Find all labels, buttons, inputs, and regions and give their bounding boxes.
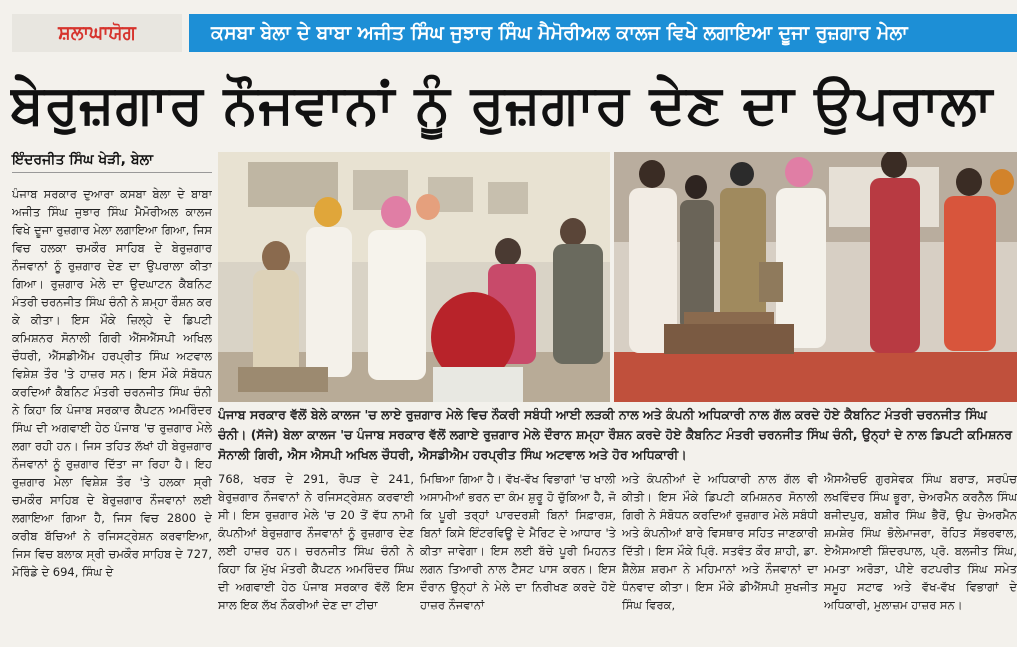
section-tag: ਸ਼ਲਾਘਾਯੋਗ: [12, 14, 182, 52]
photo-job-fair-hall: [218, 152, 610, 402]
byline-rule: [12, 172, 212, 173]
headline: ਬੇਰੁਜ਼ਗਾਰ ਨੌਜਵਾਨਾਂ ਨੂੰ ਰੁਜ਼ਗਾਰ ਦੇਣ ਦਾ ਉਪਰਾਲਾ: [10, 73, 994, 136]
photo-caption: ਪੰਜਾਬ ਸਰਕਾਰ ਵੱਲੋਂ ਬੇਲੇ ਕਾਲਜ 'ਚ ਲਾਏ ਰੁਜ਼ਗਾਰ ਮੇਲੇ ਵਿਚ ਨੌਕਰੀ ਸਬੰਧੀ ਆਈ ਲੜਕੀ ਨਾਲ ਅਤੇ ਕੰਪਨੀ ਅਧਿਕਾਰੀ ਨਾਲ ਗੱਲ ਕਰਦੇ ਹੋਏ ਕੈਬਨਿਟ ਮੰਤਰੀ ਚਰਨਜੀਤ ਸਿੰਘ ਚੰਨੀ। (ਸੱਜੇ) ਬੇਲਾ ਕਾਲਜ 'ਚ ਪੰਜਾਬ ਸਰਕਾਰ ਵੱਲੋਂ ਲਗਾਏ ਰੁਜ਼ਗਾਰ ਮੇਲੇ ਦੌਰਾਨ ਸ਼ਮ੍ਹਾ ਰੌਸ਼ਨ ਕਰਦੇ ਹੋਏ ਕੈਬਨਿਟ ਮੰਤਰੀ ਚਰਨਜੀਤ ਸਿੰਘ ਚੰਨੀ, ਉਨ੍ਹਾਂ ਦੇ ਨਾਲ ਡਿਪਟੀ ਕਮਿਸ਼ਨਰ ਸੋਨਾਲੀ ਗਿਰੀ, ਐਸ ਐਸਪੀ ਅਖਿਲ ਚੌਧਰੀ, ਐਸਡੀਐਮ ਹਰਪ੍ਰੀਤ ਸਿੰਘ ਅਟਵਾਲ ਅਤੇ ਹੋਰ ਅਧਿਕਾਰੀ।: [218, 407, 1013, 462]
body-column-2: 768, ਖਰੜ ਦੇ 291, ਰੋਪੜ ਦੇ 241, ਬੇਰੁਜ਼ਗਾਰ ਨੌਜਵਾਨਾਂ ਨੇ ਰਜਿਸਟ੍ਰੇਸ਼ਨ ਕਰਵਾਈ ਸੀ। ਇਸ ਰੁਜ਼ਗਾਰ ਮੇਲੇ 'ਚ 20 ਤੋਂ ਵੱਧ ਨਾਮੀ ਕੰਪਨੀਆਂ ਬੇਰੁਜ਼ਗਾਰ ਨੌਜਵਾਨਾਂ ਨੂੰ ਰੁਜ਼ਗਾਰ ਦੇਣ ਲਈ ਹਾਜ਼ਰ ਹਨ। ਚਰਨਜੀਤ ਸਿੰਘ ਚੰਨੀ ਨੇ ਕਿਹਾ ਕਿ ਮੁੱਖ ਮੰਤਰੀ ਕੈਪਟਨ ਅਮਰਿੰਦਰ ਸਿੰਘ ਦੀ ਅਗਵਾਈ ਹੇਠ ਪੰਜਾਬ ਸਰਕਾਰ ਵੱਲੋਂ ਇਸ ਸਾਲ ਇਕ ਲੱਖ ਨੌਕਰੀਆਂ ਦੇਣ ਦਾ ਟੀਚਾ: [218, 472, 414, 612]
kicker-strip: ਕਸਬਾ ਬੇਲਾ ਦੇ ਬਾਬਾ ਅਜੀਤ ਸਿੰਘ ਜੁਝਾਰ ਸਿੰਘ ਮੈਮੋਰੀਅਲ ਕਾਲਜ ਵਿਖੇ ਲਗਾਇਆ ਦੂਜਾ ਰੁਜ਼ਗਾਰ ਮੇਲਾ: [189, 14, 1017, 52]
section-header: [12, 14, 1017, 52]
body-column-5: ਐਸਐਚਓ ਗੁਰਸੇਵਕ ਸਿੰਘ ਬਰਾੜ, ਸਰਪੰਚ ਲਖਵਿੰਦਰ ਸਿੰਘ ਭੂਰਾ, ਚੇਅਰਮੈਨ ਕਰਨੈਲ ਸਿੰਘ ਬਜੀਦਪੁਰ, ਬਸ਼ੀਰ ਸਿੰਘ ਭੈਰੋਂ, ਉਪ ਚੇਅਰਮੈਨ ਸ਼ਮਸ਼ੇਰ ਸਿੰਘ ਭੋਲੇਮਾਜਰਾ, ਰੋਹਿਤ ਸੱਭਰਵਾਲ, ਏਐਸਆਈ ਸ਼ਿੰਦਰਪਾਲ, ਪ੍ਰੋ. ਬਲਜੀਤ ਸਿੰਘ, ਮਮਤਾ ਅਰੋੜਾ, ਪੀਏ ਰਟਪਰੀਤ ਸਿੰਘ ਸਮੇਤ ਸਮੂਹ ਸਟਾਫ ਅਤੇ ਵੱਖ-ਵੱਖ ਵਿਭਾਗਾਂ ਦੇ ਅਧਿਕਾਰੀ, ਮੁਲਾਜ਼ਮ ਹਾਜ਼ਰ ਸਨ।: [824, 472, 1017, 612]
body-column-1: ਪੰਜਾਬ ਸਰਕਾਰ ਦੁਆਰਾ ਕਸਬਾ ਬੇਲਾ ਦੇ ਬਾਬਾ ਅਜੀਤ ਸਿੰਘ ਜੁਝਾਰ ਸਿੰਘ ਮੈਮੋਰੀਅਲ ਕਾਲਜ ਵਿਖੇ ਦੂਜਾ ਰੁਜ਼ਗਾਰ ਮੇਲਾ ਲਗਾਇਆ ਗਿਆ, ਜਿਸ ਵਿਚ ਹਲਕਾ ਚਮਕੌਰ ਸਾਹਿਬ ਦੇ ਬੇਰੁਜ਼ਗਾਰ ਨੌਜਵਾਨਾਂ ਨੂੰ ਰੁਜ਼ਗਾਰ ਦੇਣ ਦਾ ਉਪਰਾਲਾ ਕੀਤਾ ਗਿਆ। ਰੁਜ਼ਗਾਰ ਮੇਲੇ ਦਾ ਉਦਘਾਟਨ ਕੈਬਨਿਟ ਮੰਤਰੀ ਚਰਨਜੀਤ ਸਿੰਘ ਚੰਨੀ ਨੇ ਸ਼ਮ੍ਹਾ ਰੌਸ਼ਨ ਕਰ ਕੇ ਕੀਤਾ। ਇਸ ਮੌਕੇ ਜ਼ਿਲ੍ਹੇ ਦੇ ਡਿਪਟੀ ਕਮਿਸ਼ਨਰ ਸੋਨਾਲੀ ਗਿਰੀ ਐੱਸਐੱਸਪੀ ਅਖਿਲ ਚੌਧਰੀ, ਐੱਸਡੀਐੱਮ ਹਰਪ੍ਰੀਤ ਸਿੰਘ ਅਟਵਾਲ ਵਿਸ਼ੇਸ਼ ਤੌਰ 'ਤੇ ਹਾਜ਼ਰ ਸਨ। ਇਸ ਮੌਕੇ ਸੰਬੋਧਨ ਕਰਦਿਆਂ ਕੈਬਨਿਟ ਮੰਤਰੀ ਚਰਨਜੀਤ ਸਿੰਘ ਚੰਨੀ ਨੇ ਕਿਹਾ ਕਿ ਪੰਜਾਬ ਸਰਕਾਰ ਕੈਪਟਨ ਅਮਰਿੰਦਰ ਸਿੰਘ ਦੀ ਅਗਵਾਈ ਹੇਠ ਪੰਜਾਬ 'ਚ ਰੁਜ਼ਗਾਰ ਮੇਲੇ ਲਗਾ ਰਹੀ ਹਨ। ਜਿਸ ਤਹਿਤ ਲੱਖਾਂ ਹੀ ਬੇਰੁਜ਼ਗਾਰ ਨੌਜਵਾਨਾਂ ਨੂੰ ਰੁਜ਼ਗਾਰ ਦਿੱਤਾ ਜਾ ਰਿਹਾ ਹੈ। ਇਹ ਰੁਜ਼ਗਾਰ ਮੇਲਾ ਵਿਸ਼ੇਸ਼ ਤੌਰ 'ਤੇ ਹਲਕਾ ਸ੍ਰੀ ਚਮਕੌਰ ਸਾਹਿਬ ਦੇ ਬੇਰੁਜ਼ਗਾਰ ਨੌਜਵਾਨਾਂ ਲਈ ਲਗਾਇਆ ਗਿਆ ਹੈ, ਜਿਸ ਵਿਚ 2800 ਦੇ ਕਰੀਬ ਬੱਚਿਆਂ ਨੇ ਰਜਿਸਟ੍ਰੇਸ਼ਨ ਕਰਵਾਇਆ, ਜਿਸ ਵਿਚ ਬਲਾਕ ਸ੍ਰੀ ਚਮਕੌਰ ਸਾਹਿਬ ਦੇ 727, ਮੋਰਿੰਡੇ ਦੇ 694, ਸਿੰਘ ਦੇ: [12, 187, 212, 579]
body-column-4: ਅਤੇ ਕੰਪਨੀਆਂ ਦੇ ਅਧਿਕਾਰੀ ਨਾਲ ਗੱਲ ਵੀ ਕੀਤੀ। ਇਸ ਮੌਕੇ ਡਿਪਟੀ ਕਮਿਸ਼ਨਰ ਸੋਨਾਲੀ ਗਿਰੀ ਨੇ ਸੰਬੋਧਨ ਕਰਦਿਆਂ ਰੁਜ਼ਗਾਰ ਮੇਲੇ ਸਬੰਧੀ ਅਤੇ ਕੰਪਨੀਆਂ ਬਾਰੇ ਵਿਸਥਾਰ ਸਹਿਤ ਜਾਣਕਾਰੀ ਦਿੱਤੀ। ਇਸ ਮੌਕੇ ਪ੍ਰਿੰ. ਸਤਵੰਤ ਕੌਰ ਸ਼ਾਹੀ, ਡਾ. ਸ਼ੈਲੇਸ਼ ਸ਼ਰਮਾ ਨੇ ਮਹਿਮਾਨਾਂ ਅਤੇ ਨੌਜਵਾਨਾਂ ਦਾ ਧੰਨਵਾਦ ਕੀਤਾ। ਇਸ ਮੌਕੇ ਡੀਐੱਸਪੀ ਸੁਖਜੀਤ ਸਿੰਘ ਵਿਰਕ,: [622, 472, 818, 612]
photo-lamp-lighting: [614, 152, 1017, 402]
body-column-3: ਮਿਥਿਆ ਗਿਆ ਹੈ। ਵੱਖ-ਵੱਖ ਵਿਭਾਗਾਂ 'ਚ ਖਾਲੀ ਅਸਾਮੀਆਂ ਭਰਨ ਦਾ ਕੰਮ ਸ਼ੁਰੂ ਹੋ ਚੁੱਕਿਆ ਹੈ, ਜੋ ਕਿ ਪੂਰੀ ਤਰ੍ਹਾਂ ਪਾਰਦਰਸ਼ੀ ਬਿਨਾਂ ਸਿਫ਼ਾਰਸ਼, ਬਿਨਾਂ ਕਿਸੇ ਇੰਟਰਵਿਊ ਦੇ ਮੈਰਿਟ ਦੇ ਆਧਾਰ 'ਤੇ ਕੀਤਾ ਜਾਵੇਗਾ। ਇਸ ਲਈ ਬੱਚੇ ਪੂਰੀ ਮਿਹਨਤ ਲਗਨ ਤਿਆਰੀ ਨਾਲ ਟੈਸਟ ਪਾਸ ਕਰਨ। ਇਸ ਦੌਰਾਨ ਉਨ੍ਹਾਂ ਨੇ ਮੇਲੇ ਦਾ ਨਿਰੀਖਣ ਕਰਦੇ ਹੋਏ ਹਾਜ਼ਰ ਨੌਜਵਾਨਾਂ: [420, 472, 616, 612]
byline: ਇੰਦਰਜੀਤ ਸਿੰਘ ਖੇੜੀ, ਬੇਲਾ: [12, 152, 154, 168]
